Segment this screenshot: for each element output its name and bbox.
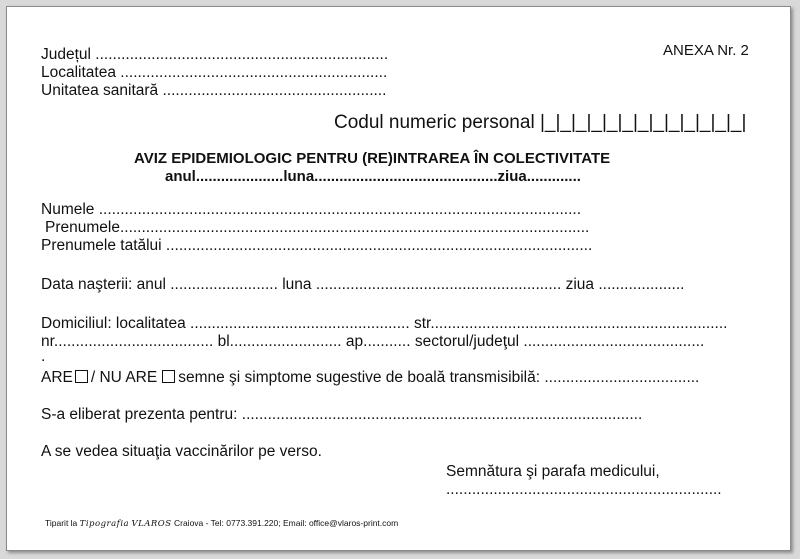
signature-line: ................................................................ [446, 481, 722, 498]
cnp-field: Codul numeric personal |_|_|_|_|_|_|_|_|_|_|_|_|_| [334, 112, 747, 133]
numele-field: Numele ................................................................................................................ [41, 201, 582, 218]
footer-prefix: Tiparit la [45, 518, 78, 528]
adresa-field: nr..................................... bl.......................... ap........... sectorul/judeţul .......................................... [41, 333, 705, 350]
nu-are-label: / NU ARE [90, 369, 158, 386]
are-checkbox[interactable] [75, 370, 88, 383]
data-nasterii-field: Data naşterii: anul ......................... luna ......................................................... ziua .................... [41, 276, 685, 293]
judet-field: Județul .................................................................... [41, 46, 389, 63]
anexa-label: ANEXA Nr. 2 [663, 42, 749, 59]
form-date-line: anul.....................luna............................................ziua............. [165, 168, 581, 185]
prenumele-field: Prenumele............................................................................................................. [45, 219, 590, 236]
footer-brand-tipografia: Tipografia [79, 519, 130, 529]
unitate-sanitara-field: Unitatea sanitară .................................................... [41, 82, 387, 99]
footer-brand-vlaros: VLAROS [131, 519, 172, 529]
simptome-row [41, 369, 699, 387]
printer-footer [45, 518, 398, 529]
nu-are-checkbox[interactable] [162, 370, 175, 383]
simptome-label: semne şi simptome sugestive de boală transmisibilă: .................................... [178, 369, 700, 386]
are-label: ARE [41, 369, 73, 386]
prenumele-tatalui-field: Prenumele tatălui ................................................................................................... [41, 237, 593, 254]
localitate-field: Localitatea .............................................................. [41, 64, 388, 81]
form-sheet [6, 6, 791, 551]
domiciliu-field: Domiciliul: localitatea ................................................... str..................................................................... [41, 315, 728, 332]
footer-contact: Craiova - Tel: 0773.391.220; Email: office@vlaros-print.com [173, 518, 399, 528]
vaccinari-note: A se vedea situaţia vaccinărilor pe verso. [41, 443, 322, 460]
signature-label: Semnătura şi parafa medicului, [446, 463, 660, 480]
eliberat-field: S-a eliberat prezenta pentru: ............................................................................................. [41, 406, 643, 423]
form-title: AVIZ EPIDEMIOLOGIC PENTRU (RE)INTRAREA ÎN COLECTIVITATE [134, 150, 611, 167]
adresa-continuation: . [41, 348, 46, 365]
